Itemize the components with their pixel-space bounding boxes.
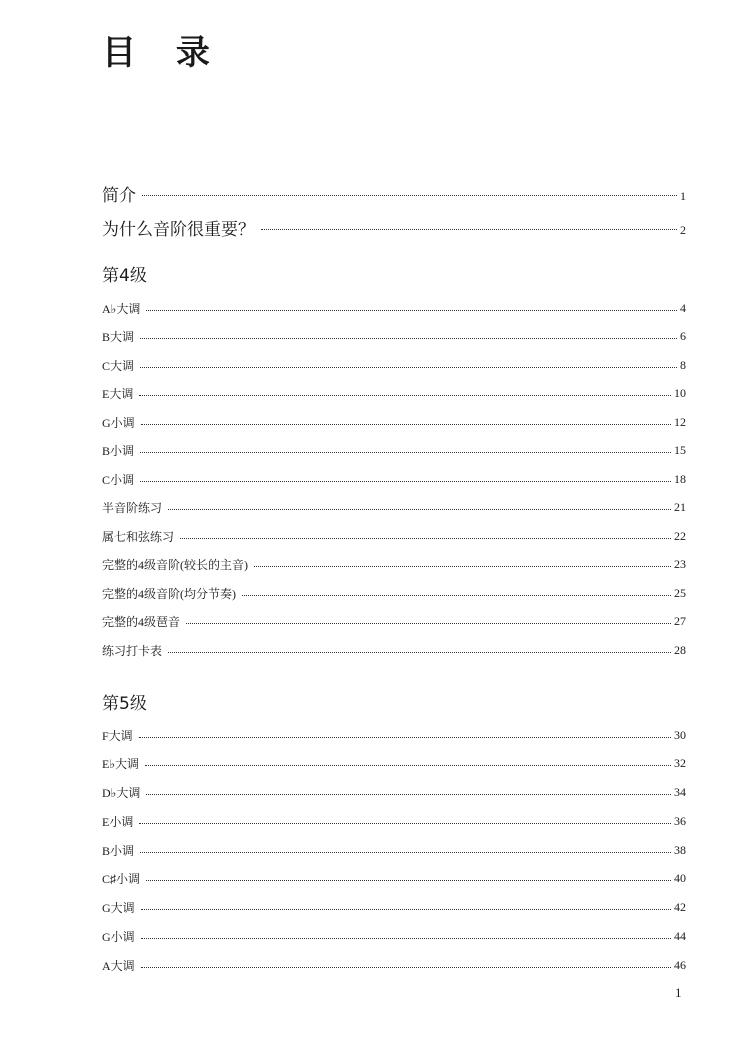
toc-entry-page: 36: [674, 813, 686, 828]
toc-entry-page: 44: [674, 928, 686, 943]
toc-entry-label: E大调: [102, 387, 134, 401]
toc-entry-page: 42: [674, 900, 686, 914]
toc-entry-label: B大调: [102, 330, 135, 344]
toc-entry-label: E小调: [102, 814, 134, 829]
toc-entry-page: 21: [674, 500, 686, 514]
toc-entry-label: D♭大调: [102, 786, 141, 800]
toc-entry-page: 27: [674, 614, 686, 628]
section-heading-grade4: 第4级: [102, 266, 147, 286]
toc-entry-page: 32: [674, 756, 686, 771]
toc-entry-page: 6: [680, 329, 686, 343]
section-heading-grade5: 第5级: [102, 694, 147, 714]
toc-entry[interactable]: [102, 582, 686, 604]
dot-leader: [140, 452, 671, 453]
dot-leader: [168, 652, 671, 653]
dot-leader: [140, 338, 677, 339]
toc-entry[interactable]: [102, 411, 686, 433]
dot-leader: [146, 880, 671, 881]
dot-leader: [261, 229, 677, 230]
toc-entry-intro[interactable]: [102, 182, 686, 204]
toc-entry[interactable]: [102, 639, 686, 661]
toc-entry[interactable]: [102, 297, 686, 319]
toc-entry-label: C♯小调: [102, 872, 141, 887]
toc-entry-label: 完整的4级音阶(较长的主音): [102, 558, 248, 572]
toc-entry-label: 完整的4级琶音: [102, 615, 181, 629]
toc-entry-label: B小调: [102, 444, 135, 458]
toc-entry-label: A大调: [102, 958, 135, 973]
toc-entry-label: 练习打卡表: [102, 643, 163, 658]
toc-entry[interactable]: [102, 611, 686, 633]
toc-entry-page: 2: [680, 222, 686, 237]
toc-entry[interactable]: [102, 925, 686, 947]
toc-entry-label: F大调: [102, 728, 133, 743]
toc-entry-label: 半音阶练习: [102, 501, 163, 515]
toc-entry-label: 属七和弦练习: [102, 529, 175, 544]
toc-entry[interactable]: [102, 383, 686, 405]
toc-entry-page: 46: [674, 957, 686, 972]
dot-leader: [139, 823, 671, 824]
toc-entry-page: 15: [674, 443, 686, 457]
dot-leader: [141, 424, 671, 425]
toc-entry-why-scales[interactable]: [102, 216, 686, 238]
toc-entry[interactable]: [102, 525, 686, 547]
dot-leader: [141, 909, 671, 910]
toc-entry-label: 完整的4级音阶(均分节奏): [102, 586, 236, 601]
toc-entry-label: G小调: [102, 415, 135, 430]
toc-entry-page: 10: [674, 386, 686, 400]
toc-entry[interactable]: [102, 354, 686, 376]
toc-entry-label: G大调: [102, 901, 135, 915]
toc-entry-page: 23: [674, 557, 686, 571]
toc-entry-label: A♭大调: [102, 301, 141, 316]
toc-entry[interactable]: [102, 468, 686, 490]
dot-leader: [180, 538, 671, 539]
dot-leader: [146, 310, 677, 311]
toc-entry-page: 40: [674, 871, 686, 886]
toc-entry-label: 为什么音阶很重要？: [102, 219, 255, 240]
toc-entry[interactable]: [102, 326, 686, 348]
toc-entry-label: E♭大调: [102, 757, 139, 772]
dot-leader: [242, 595, 671, 596]
toc-entry[interactable]: [102, 753, 686, 775]
toc-entry-page: 4: [680, 300, 686, 315]
toc-entry-page: 25: [674, 585, 686, 600]
toc-entry-page: 34: [674, 785, 686, 799]
dot-leader: [140, 481, 671, 482]
toc-entry[interactable]: [102, 440, 686, 462]
dot-leader: [139, 395, 671, 396]
toc-entry-page: 8: [680, 357, 686, 372]
page-title: 目 录: [102, 33, 224, 73]
toc-entry[interactable]: [102, 724, 686, 746]
toc-entry[interactable]: [102, 497, 686, 519]
dot-leader: [139, 737, 671, 738]
toc-entry-page: 12: [674, 414, 686, 429]
toc-entry-label: B小调: [102, 843, 135, 858]
dot-leader: [141, 967, 671, 968]
dot-leader: [142, 195, 677, 196]
toc-entry[interactable]: [102, 554, 686, 576]
toc-entry-label: C大调: [102, 358, 135, 373]
dot-leader: [145, 765, 671, 766]
dot-leader: [186, 623, 671, 624]
dot-leader: [140, 852, 671, 853]
toc-entry[interactable]: [102, 868, 686, 890]
dot-leader: [146, 794, 671, 795]
toc-entry-label: C小调: [102, 472, 135, 487]
toc-entry[interactable]: [102, 810, 686, 832]
dot-leader: [141, 938, 671, 939]
dot-leader: [140, 367, 677, 368]
toc-entry[interactable]: [102, 897, 686, 919]
toc-entry-page: 1: [680, 188, 686, 203]
toc-entry-label: 简介: [102, 185, 136, 206]
page-number: 1: [675, 985, 682, 1000]
dot-leader: [254, 566, 671, 567]
toc-entry-page: 22: [674, 528, 686, 543]
toc-entry-label: G小调: [102, 929, 135, 944]
toc-entry-page: 18: [674, 471, 686, 486]
toc-entry[interactable]: [102, 782, 686, 804]
toc-entry[interactable]: [102, 954, 686, 976]
toc-entry-page: 28: [674, 642, 686, 657]
toc-entry-page: 38: [674, 842, 686, 857]
toc-entry[interactable]: [102, 839, 686, 861]
toc-entry-page: 30: [674, 727, 686, 742]
dot-leader: [168, 509, 671, 510]
